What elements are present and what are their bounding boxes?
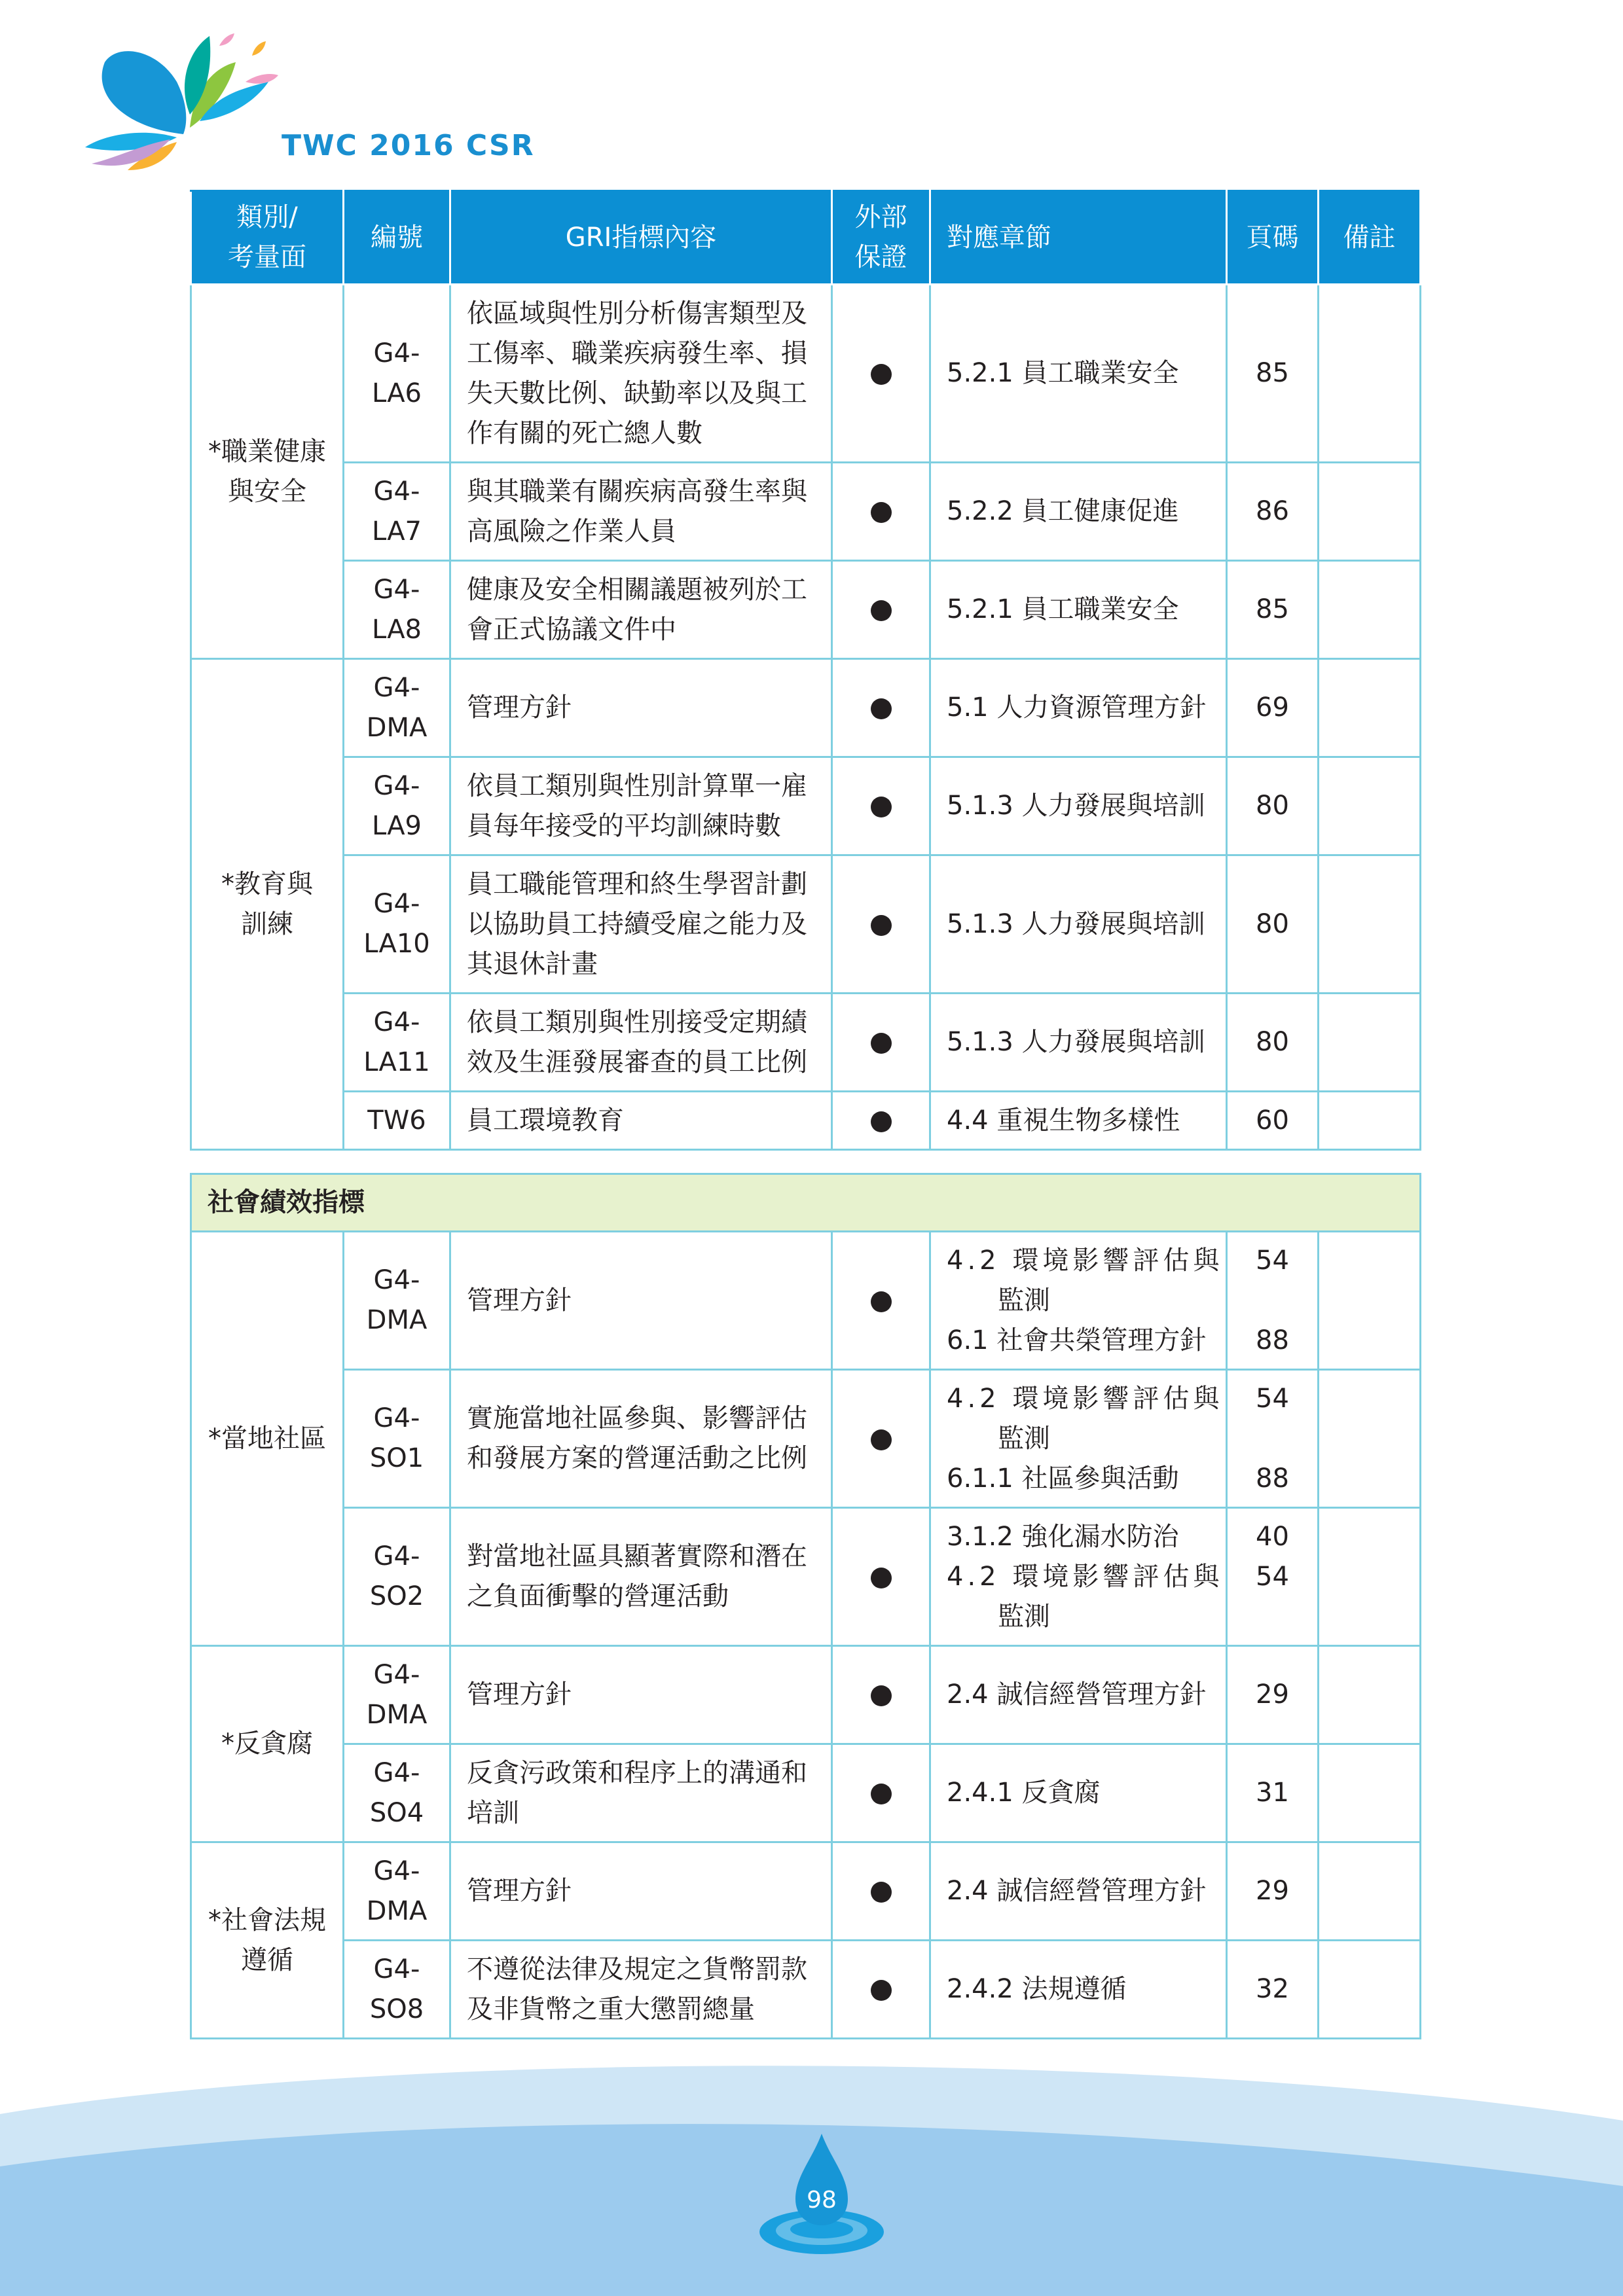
category-cell: *反貪腐: [191, 1646, 344, 1842]
page-cell: 85: [1227, 561, 1319, 659]
assured-dot-icon: [871, 1980, 892, 2001]
indicator-code: G4- LA11: [344, 994, 450, 1092]
remark-cell: [1319, 463, 1421, 561]
indicator-content: 實施當地社區參與、影響評估 和發展方案的營運活動之比例: [450, 1370, 832, 1508]
page-cell: 80: [1227, 994, 1319, 1092]
remark-cell: [1319, 1941, 1421, 2039]
page-number: 98: [807, 2187, 837, 2214]
assurance-cell: [832, 1370, 930, 1508]
indicator-content: 反貪污政策和程序上的溝通和 培訓: [450, 1744, 832, 1842]
assurance-cell: [832, 463, 930, 561]
page-cell: 86: [1227, 463, 1319, 561]
page-cell: 29: [1227, 1646, 1319, 1744]
table-row: [191, 1842, 1421, 1941]
assured-dot-icon: [871, 698, 892, 719]
indicator-content: 管理方針: [450, 1646, 832, 1744]
remark-cell: [1319, 285, 1421, 463]
indicator-code: TW6: [344, 1092, 450, 1150]
chapter-cell: 4.2 環境影響評估與 監測 6.1.1 社區參與活動: [930, 1370, 1227, 1508]
remark-cell: [1319, 757, 1421, 855]
header-category: 類別/ 考量面: [191, 191, 344, 285]
assured-dot-icon: [871, 1784, 892, 1804]
page-cell: 54 88: [1227, 1370, 1319, 1508]
indicator-code: G4- LA9: [344, 757, 450, 855]
assured-dot-icon: [871, 1033, 892, 1054]
indicator-content: 不遵從法律及規定之貨幣罰款 及非貨幣之重大懲罰總量: [450, 1941, 832, 2039]
indicator-code: G4- LA10: [344, 855, 450, 994]
indicator-code: G4- DMA: [344, 1842, 450, 1941]
assurance-cell: [832, 659, 930, 757]
header-external-assurance: 外部 保證: [832, 191, 930, 285]
header-remark: 備註: [1319, 191, 1421, 285]
assured-dot-icon: [871, 915, 892, 936]
footer-wave-decoration: [0, 2062, 1623, 2296]
chapter-cell: 5.1.3 人力發展與培訓: [930, 855, 1227, 994]
indicator-code: G4- LA8: [344, 561, 450, 659]
assurance-cell: [832, 1646, 930, 1744]
table-row: [191, 994, 1421, 1092]
category-cell: *當地社區: [191, 1232, 344, 1646]
chapter-cell: 2.4.1 反貪腐: [930, 1744, 1227, 1842]
page-cell: 31: [1227, 1744, 1319, 1842]
indicator-content: 員工職能管理和終生學習計劃 以協助員工持續受雇之能力及 其退休計畫: [450, 855, 832, 994]
page-cell: 60: [1227, 1092, 1319, 1150]
assurance-cell: [832, 1232, 930, 1370]
table-row: [191, 1508, 1421, 1646]
page-cell: 54 88: [1227, 1232, 1319, 1370]
assurance-cell: [832, 1092, 930, 1150]
assured-dot-icon: [871, 502, 892, 523]
table-row: [191, 1941, 1421, 2039]
brand-title: TWC 2016 CSR: [282, 129, 535, 162]
gri-index-table-labor: [190, 190, 1421, 1151]
assured-dot-icon: [871, 1685, 892, 1706]
chapter-cell: 5.1.3 人力發展與培訓: [930, 994, 1227, 1092]
indicator-content: 依員工類別與性別計算單一雇 員每年接受的平均訓練時數: [450, 757, 832, 855]
header-number: 編號: [344, 191, 450, 285]
indicator-code: G4- DMA: [344, 659, 450, 757]
assurance-cell: [832, 1508, 930, 1646]
table-row: [191, 659, 1421, 757]
remark-cell: [1319, 561, 1421, 659]
section-row: [191, 1174, 1421, 1232]
assurance-cell: [832, 1842, 930, 1941]
indicator-code: G4- SO2: [344, 1508, 450, 1646]
table-row: [191, 855, 1421, 994]
assured-dot-icon: [871, 600, 892, 621]
indicator-content: 對當地社區具顯著實際和潛在 之負面衝擊的營運活動: [450, 1508, 832, 1646]
assurance-cell: [832, 994, 930, 1092]
indicator-code: G4- LA7: [344, 463, 450, 561]
header-content: GRI指標內容: [450, 191, 832, 285]
assurance-cell: [832, 757, 930, 855]
page-cell: 80: [1227, 855, 1319, 994]
table-row: [191, 757, 1421, 855]
assured-dot-icon: [871, 1291, 892, 1312]
indicator-content: 員工環境教育: [450, 1092, 832, 1150]
header-chapter: 對應章節: [930, 191, 1227, 285]
indicator-code: G4- DMA: [344, 1646, 450, 1744]
table-row: [191, 1370, 1421, 1508]
indicator-content: 與其職業有關疾病高發生率與 高風險之作業人員: [450, 463, 832, 561]
chapter-cell: 5.2.1 員工職業安全: [930, 285, 1227, 463]
table-row: [191, 1092, 1421, 1150]
assured-dot-icon: [871, 364, 892, 385]
chapter-cell: 3.1.2 強化漏水防治 4.2 環境影響評估與 監測: [930, 1508, 1227, 1646]
assurance-cell: [832, 1744, 930, 1842]
remark-cell: [1319, 1744, 1421, 1842]
remark-cell: [1319, 1232, 1421, 1370]
category-cell: *職業健康 與安全: [191, 285, 344, 659]
gri-index-table-society: [190, 1173, 1421, 2039]
indicator-content: 管理方針: [450, 1842, 832, 1941]
page-cell: 40 54: [1227, 1508, 1319, 1646]
category-cell: *教育與 訓練: [191, 659, 344, 1150]
remark-cell: [1319, 855, 1421, 994]
chapter-cell: 5.2.2 員工健康促進: [930, 463, 1227, 561]
assured-dot-icon: [871, 797, 892, 817]
remark-cell: [1319, 1842, 1421, 1941]
indicator-code: G4- SO4: [344, 1744, 450, 1842]
chapter-cell: 5.2.1 員工職業安全: [930, 561, 1227, 659]
category-cell: *社會法規 遵循: [191, 1842, 344, 2039]
table-row: [191, 285, 1421, 463]
indicator-content: 管理方針: [450, 1232, 832, 1370]
table-row: [191, 1232, 1421, 1370]
table-row: [191, 463, 1421, 561]
table-header-row: [191, 191, 1421, 285]
page-cell: 32: [1227, 1941, 1319, 2039]
assurance-cell: [832, 1941, 930, 2039]
indicator-code: G4- DMA: [344, 1232, 450, 1370]
page-cell: 80: [1227, 757, 1319, 855]
assurance-cell: [832, 561, 930, 659]
chapter-cell: 2.4.2 法規遵循: [930, 1941, 1227, 2039]
chapter-cell: 5.1.3 人力發展與培訓: [930, 757, 1227, 855]
assured-dot-icon: [871, 1429, 892, 1450]
page-cell: 85: [1227, 285, 1319, 463]
indicator-content: 管理方針: [450, 659, 832, 757]
chapter-cell: 2.4 誠信經營管理方針: [930, 1646, 1227, 1744]
table-row: [191, 1646, 1421, 1744]
indicator-code: G4- LA6: [344, 285, 450, 463]
remark-cell: [1319, 659, 1421, 757]
chapter-cell: 4.2 環境影響評估與 監測 6.1 社會共榮管理方針: [930, 1232, 1227, 1370]
remark-cell: [1319, 1508, 1421, 1646]
table-row: [191, 561, 1421, 659]
page-cell: 69: [1227, 659, 1319, 757]
chapter-cell: 5.1 人力資源管理方針: [930, 659, 1227, 757]
remark-cell: [1319, 994, 1421, 1092]
chapter-cell: 4.4 重視生物多樣性: [930, 1092, 1227, 1150]
assurance-cell: [832, 855, 930, 994]
assured-dot-icon: [871, 1111, 892, 1132]
remark-cell: [1319, 1092, 1421, 1150]
remark-cell: [1319, 1646, 1421, 1744]
indicator-content: 依員工類別與性別接受定期績 效及生涯發展審查的員工比例: [450, 994, 832, 1092]
indicator-code: G4- SO8: [344, 1941, 450, 2039]
remark-cell: [1319, 1370, 1421, 1508]
brand-logo: [79, 29, 535, 180]
indicator-content: 依區域與性別分析傷害類型及 工傷率、職業疾病發生率、損 失天數比例、缺勤率以及與工 作有關的死亡總人數: [450, 285, 832, 463]
page-cell: 29: [1227, 1842, 1319, 1941]
header-page: 頁碼: [1227, 191, 1319, 285]
indicator-content: 健康及安全相關議題被列於工 會正式協議文件中: [450, 561, 832, 659]
assurance-cell: [832, 285, 930, 463]
assured-dot-icon: [871, 1568, 892, 1588]
section-title: 社會績效指標: [191, 1174, 1421, 1232]
assured-dot-icon: [871, 1882, 892, 1903]
table-row: [191, 1744, 1421, 1842]
indicator-code: G4- SO1: [344, 1370, 450, 1508]
chapter-cell: 2.4 誠信經營管理方針: [930, 1842, 1227, 1941]
